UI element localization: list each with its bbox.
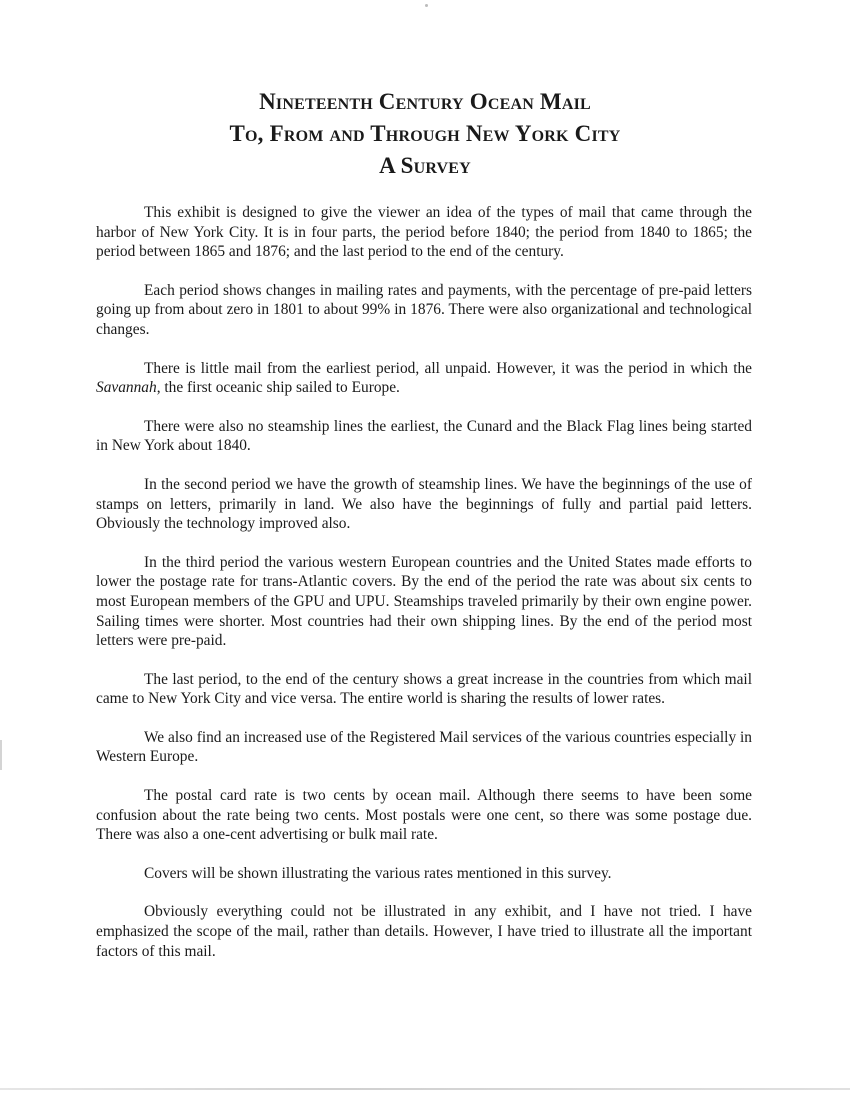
- paragraph-rates: Each period shows changes in mailing rates and payments, with the percentage of pre-paid letters going up from about zero in 1801 to about 99% in 1876. There were also organizational and technological changes.: [96, 281, 752, 338]
- paragraph-third-period: In the third period the various western European countries and the United States made efforts to lower the postage rate for trans-Atlantic covers. By the end of the period the rate was about six cents to most European members of the GPU and UPU. Steamships traveled primarily by their own engine power. Sailing times were shorter. Most countries had their own shipping lines. By the end of the period most letters were pre-paid.: [96, 553, 752, 650]
- ship-name: Savannah: [96, 379, 157, 397]
- paragraph-postal-card: The postal card rate is two cents by ocean mail. Although there seems to have been some confusion about the rate being two cents. Most postals were one cent, so there was some postage due. There was also a one-cent advertising or bulk mail rate.: [96, 787, 752, 844]
- document-body: [96, 203, 752, 980]
- scan-edge-mark: [0, 740, 2, 770]
- paragraph-second-period: In the second period we have the growth of steamship lines. We have the beginnings of the use of stamps on letters, primarily in land. We also have the beginnings of fully and partial paid letters. Obviously the technology improved also.: [96, 475, 752, 533]
- title-line-2: To, From and Through New York City: [229, 121, 621, 146]
- scan-speck: [425, 4, 428, 7]
- paragraph-covers: Covers will be shown illustrating the various rates mentioned in this survey.: [144, 864, 612, 882]
- paragraph-steamship-lines: There were also no steamship lines the earliest, the Cunard and the Black Flag lines being started in New York about 1840.: [96, 417, 752, 455]
- paragraph-conclusion: Obviously everything could not be illustrated in any exhibit, and I have not tried. I have emphasized the scope of the mail, rather than details. However, I have tried to illustrate all the important factors of this mail.: [96, 903, 752, 960]
- title-line-3: A Survey: [379, 153, 471, 178]
- paragraph-last-period: The last period, to the end of the century shows a great increase in the countries from which mail came to New York City and vice versa. The entire world is sharing the results of lower rates.: [96, 670, 752, 708]
- paragraph-earliest-period: There is little mail from the earliest period, all unpaid. However, it was the period in which the Savannah, the first oceanic ship sailed to Europe.: [96, 359, 752, 397]
- paragraph-registered-mail: We also find an increased use of the Registered Mail services of the various countries especially in Western Europe.: [96, 728, 752, 766]
- document-title: [0, 86, 850, 182]
- title-line-1: Nineteenth Century Ocean Mail: [259, 89, 591, 114]
- paragraph-intro: This exhibit is designed to give the viewer an idea of the types of mail that came through the harbor of New York City. It is in four parts, the period before 1840; the period from 1840 to 1865; the period between 1865 and 1876; and the last period to the end of the century.: [96, 204, 752, 261]
- scan-edge-bottom: [0, 1088, 850, 1090]
